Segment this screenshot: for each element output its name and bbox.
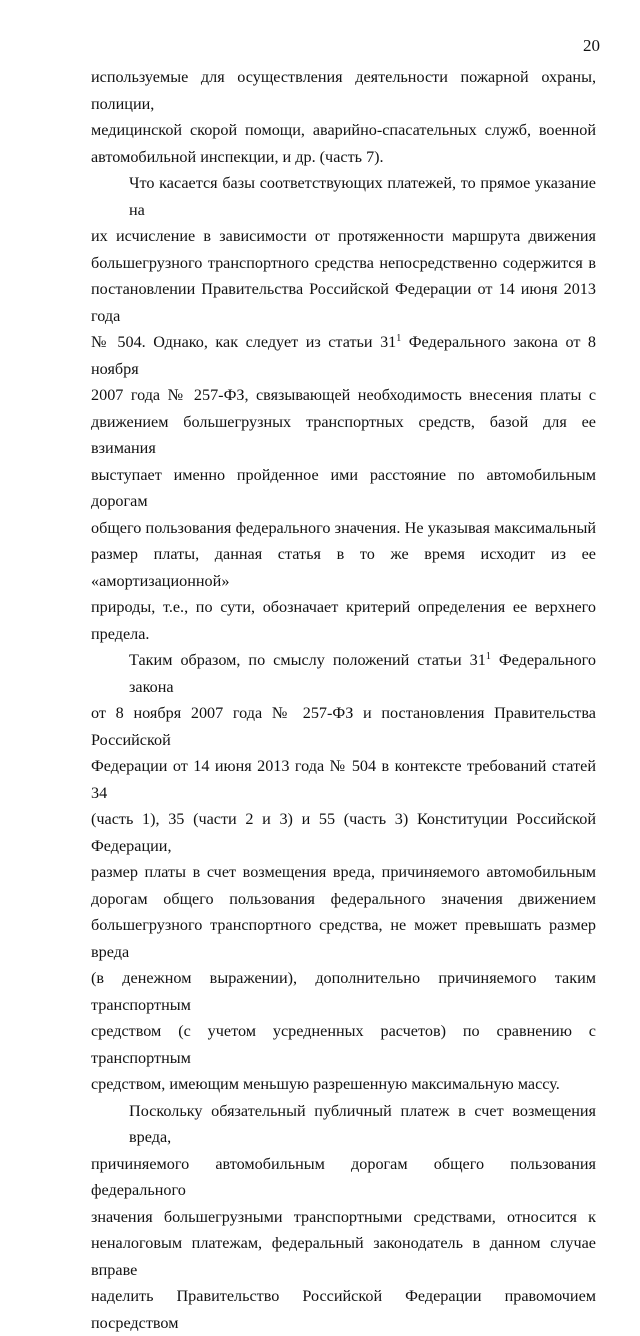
text-line: используемые для осуществления деятельности пожарной охраны, полиции, xyxy=(91,64,596,117)
text-line: дорогам общего пользования федерального значения движением xyxy=(91,886,596,913)
text-segment: Федерального закона xyxy=(129,651,596,696)
superscript: 1 xyxy=(486,651,491,662)
text-line: выступает именно пройденное ими расстояние по автомобильным дорогам xyxy=(91,462,596,515)
text-line: размер платы, данная статья в то же время исходит из ее «амортизационной» xyxy=(91,541,596,594)
text-line: (часть 1), 35 (части 2 и 3) и 55 (часть 3) Конституции Российской Федерации, xyxy=(91,806,596,859)
superscript: 1 xyxy=(396,333,401,344)
paragraph-2 xyxy=(91,170,596,647)
text-line: движением большегрузных транспортных средств, базой для ее взимания xyxy=(91,409,596,462)
text-line-with-superscript xyxy=(91,329,596,382)
text-line: размер платы в счет возмещения вреда, причиняемого автомобильным xyxy=(91,859,596,886)
text-line: большегрузного транспортного средства, не может превышать размер вреда xyxy=(91,912,596,965)
text-line: Что касается базы соответствующих платежей, то прямое указание на xyxy=(91,170,596,223)
text-line: причиняемого автомобильным дорогам общего пользования федерального xyxy=(91,1151,596,1204)
text-line: средством (с учетом усредненных расчетов) по сравнению с транспортным xyxy=(91,1018,596,1071)
text-line: медицинской скорой помощи, аварийно-спасательных служб, военной xyxy=(91,117,596,144)
text-line: предела. xyxy=(91,621,596,648)
text-line: средством, имеющим меньшую разрешенную максимальную массу. xyxy=(91,1071,596,1098)
text-line: 2007 года № 257-ФЗ, связывающей необходимость внесения платы с xyxy=(91,382,596,409)
text-segment: № 504. Однако, как следует из статьи 31 xyxy=(91,333,396,351)
text-line: их исчисление в зависимости от протяженности маршрута движения xyxy=(91,223,596,250)
text-line: (в денежном выражении), дополнительно причиняемого таким транспортным xyxy=(91,965,596,1018)
text-line-with-superscript xyxy=(91,647,596,700)
text-line: автомобильной инспекции, и др. (часть 7). xyxy=(91,144,596,171)
document-body xyxy=(91,64,596,1336)
paragraph-4 xyxy=(91,1098,596,1336)
text-line: Поскольку обязательный публичный платеж в счет возмещения вреда, xyxy=(91,1098,596,1151)
text-line: Федерации от 14 июня 2013 года № 504 в контексте требований статей 34 xyxy=(91,753,596,806)
paragraph-1 xyxy=(91,64,596,170)
text-segment: Таким образом, по смыслу положений статьи 31 xyxy=(129,651,486,669)
text-line: значения большегрузными транспортными средствами, относится к xyxy=(91,1204,596,1231)
text-segment: Федерального закона от 8 ноября xyxy=(91,333,596,378)
text-line: от 8 ноября 2007 года № 257-ФЗ и постановления Правительства Российской xyxy=(91,700,596,753)
text-line: постановлении Правительства Российской Федерации от 14 июня 2013 года xyxy=(91,276,596,329)
page-number: 20 xyxy=(583,36,600,56)
text-line: неналоговым платежам, федеральный законодатель в данном случае вправе xyxy=(91,1230,596,1283)
paragraph-3 xyxy=(91,647,596,1098)
text-line: наделить Правительство Российской Федерации правомочием посредством xyxy=(91,1283,596,1336)
text-line: большегрузного транспортного средства непосредственно содержится в xyxy=(91,250,596,277)
text-line: природы, т.е., по сути, обозначает критерий определения ее верхнего xyxy=(91,594,596,621)
text-line: общего пользования федерального значения. Не указывая максимальный xyxy=(91,515,596,542)
